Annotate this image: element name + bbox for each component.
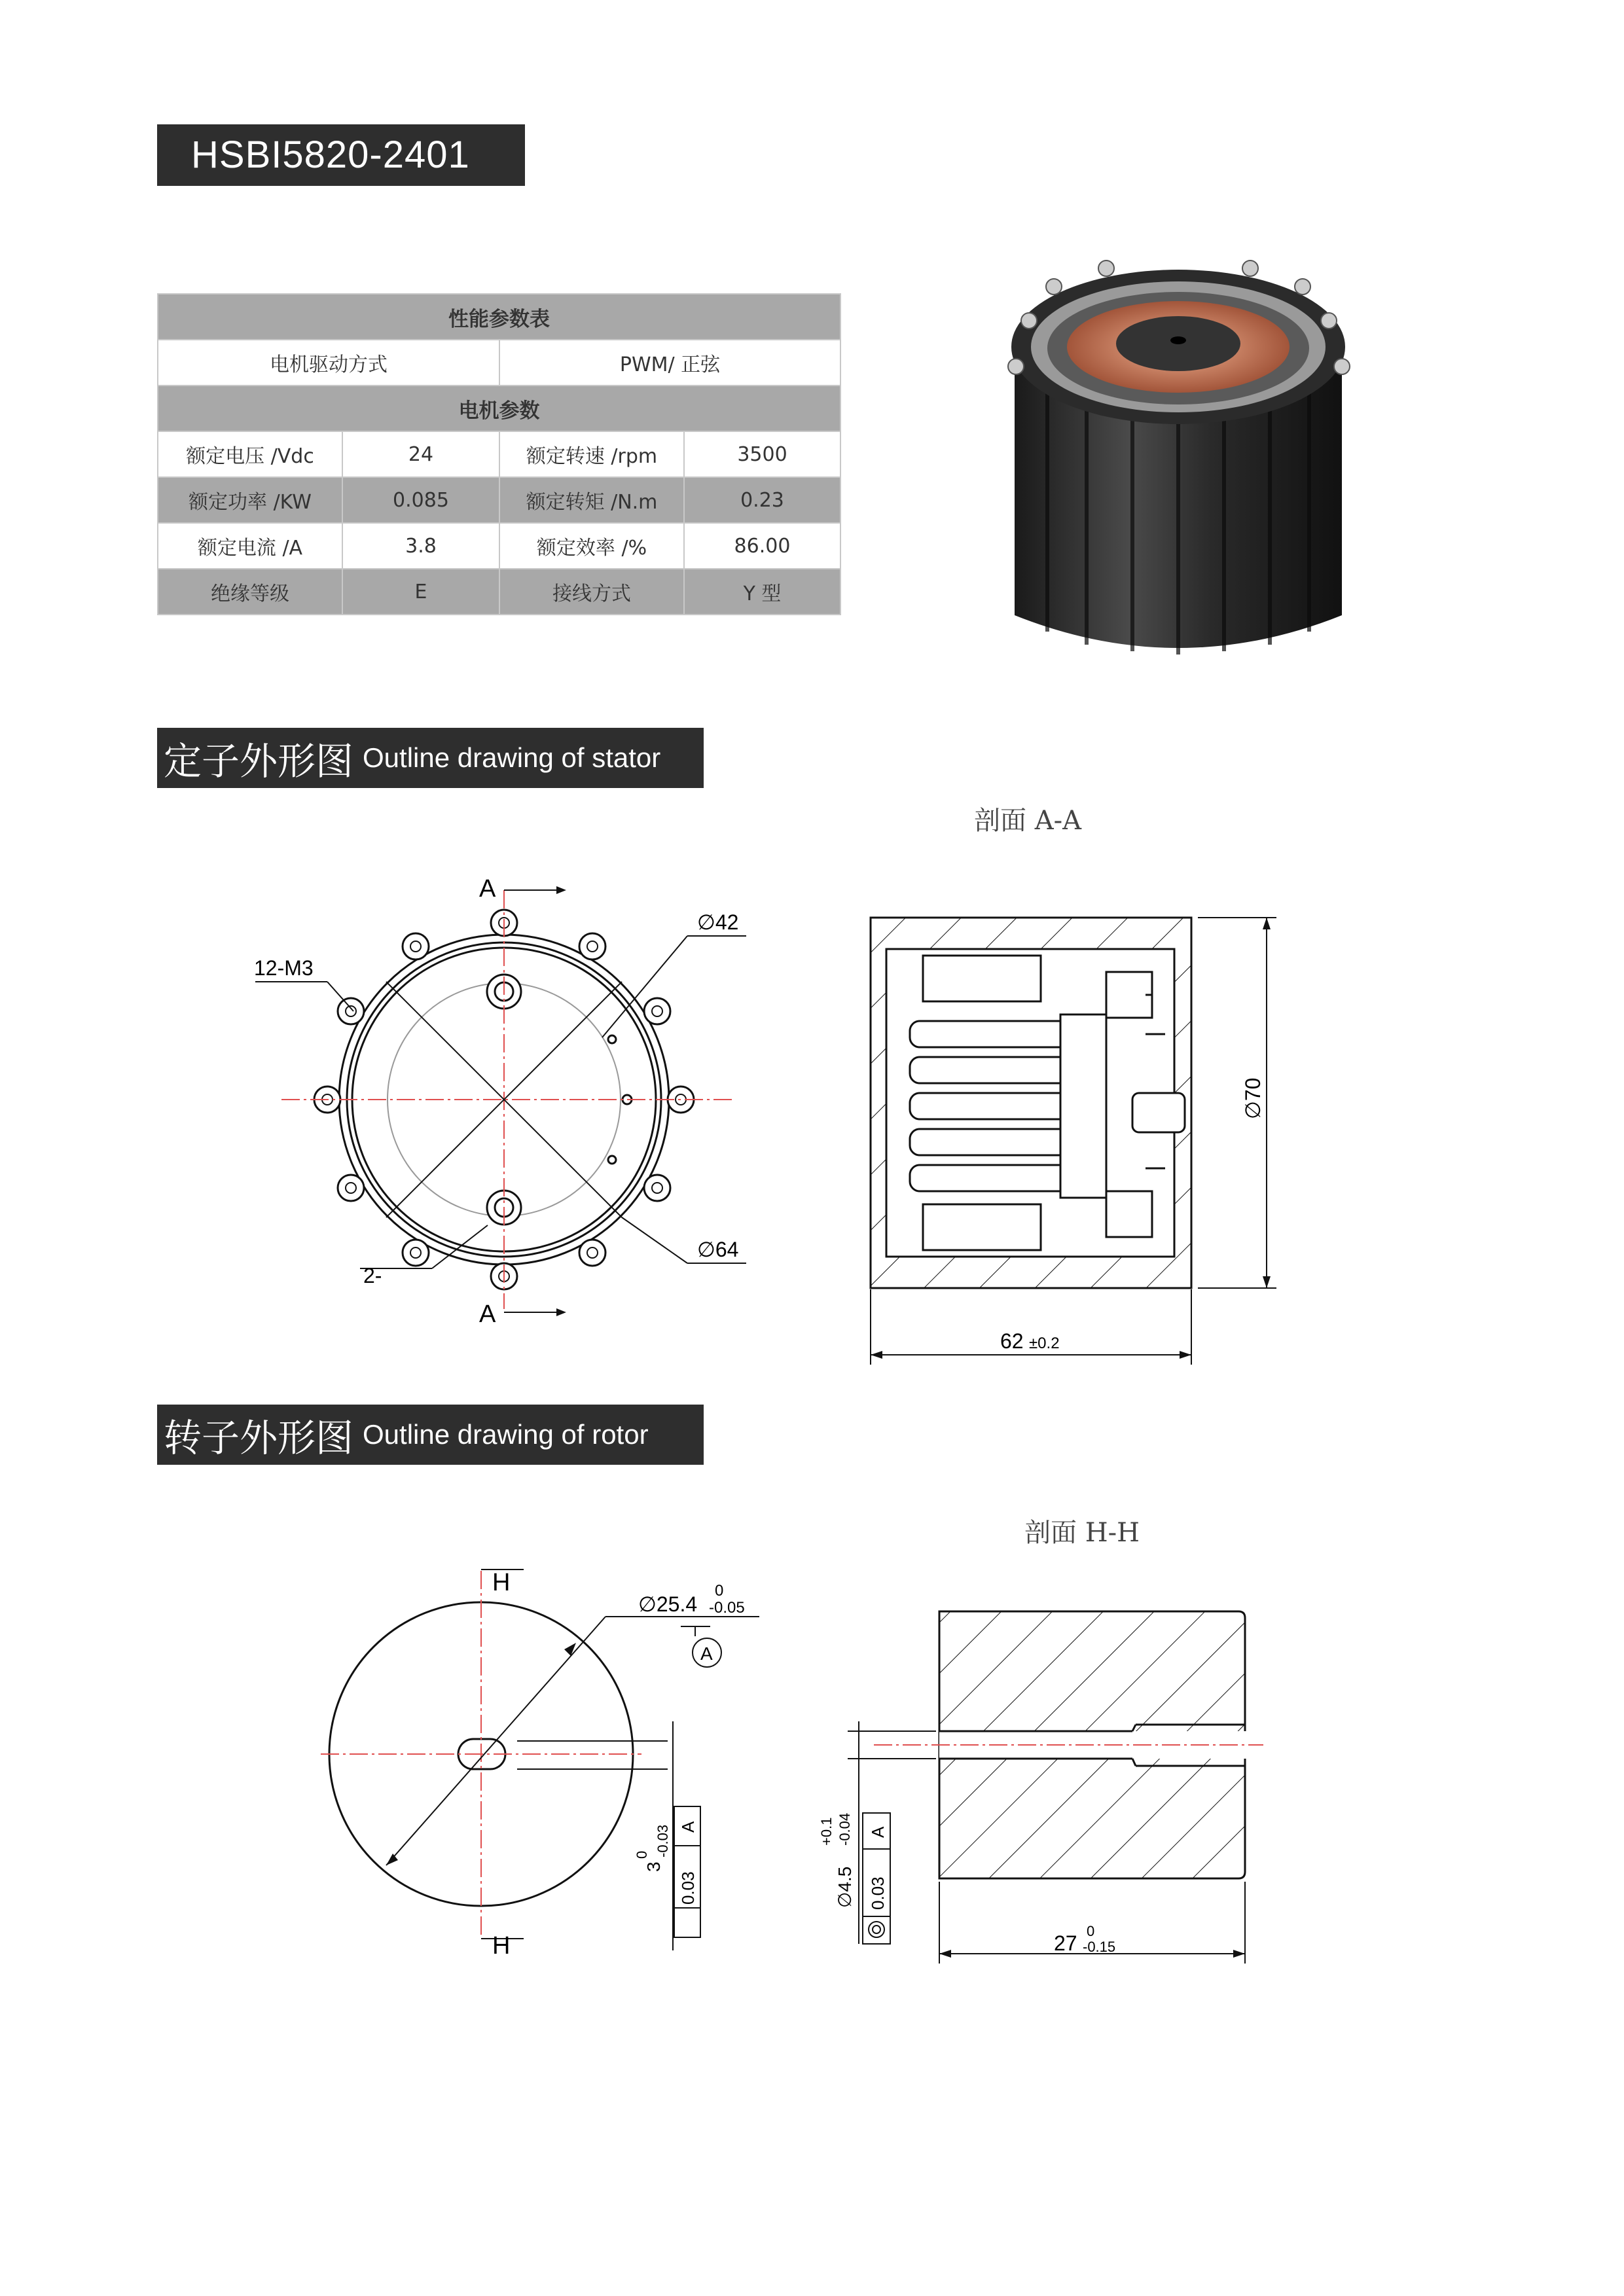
stator-heading-en: Outline drawing of stator xyxy=(363,742,661,773)
spec-table xyxy=(157,293,841,615)
key-width-dim xyxy=(634,1721,700,1950)
dim-d254: ∅25.4 xyxy=(638,1592,698,1616)
stator-marker-top: A xyxy=(479,875,496,903)
rotor-marker-top: H xyxy=(492,1569,511,1596)
dim-d42: ∅42 xyxy=(697,910,739,934)
table-header-performance: 性能参数表 xyxy=(158,294,840,340)
table-cell: 3500 xyxy=(684,431,840,477)
stator-marker-bottom: A xyxy=(479,1300,496,1328)
dim-stator-length-tol: ±0.2 xyxy=(1029,1335,1060,1352)
table-cell: Y 型 xyxy=(684,569,840,615)
dim-holes: 12-M3 xyxy=(254,956,314,980)
key-dim-lower: -0.03 xyxy=(655,1824,671,1857)
bore-dim-lower: -0.04 xyxy=(837,1812,853,1846)
key-tol-datum: A xyxy=(678,1821,698,1833)
motor-product-image xyxy=(975,249,1381,668)
datum-a-label: A xyxy=(700,1643,713,1664)
stator-front-view xyxy=(236,864,759,1335)
rotor-length: 27 xyxy=(1054,1931,1077,1955)
bore-dim-upper: +0.1 xyxy=(818,1817,835,1846)
table-cell: 86.00 xyxy=(684,523,840,569)
dim-d254-lower: -0.05 xyxy=(709,1599,745,1617)
key-tol-value: 0.03 xyxy=(678,1871,698,1905)
table-header-motor: 电机参数 xyxy=(158,386,840,431)
dim-d254-upper: 0 xyxy=(715,1582,724,1600)
table-cell: 3.8 xyxy=(342,523,499,569)
rotor-heading xyxy=(157,1405,704,1465)
stator-section-label: 剖面 A-A xyxy=(974,806,1082,836)
table-cell: 绝缘等级 xyxy=(158,569,342,615)
rotor-length-upper: 0 xyxy=(1087,1923,1095,1939)
table-cell: 额定转矩 /N.m xyxy=(499,477,684,523)
table-cell: E xyxy=(342,569,499,615)
table-cell: 24 xyxy=(342,431,499,477)
table-cell: 额定转速 /rpm xyxy=(499,431,684,477)
rotor-marker-bottom: H xyxy=(492,1932,511,1960)
dim-2: 2- xyxy=(363,1264,382,1287)
key-dim: 3 xyxy=(643,1861,664,1872)
table-cell: 接线方式 xyxy=(499,569,684,615)
dim-d70: ∅70 xyxy=(1241,1077,1265,1119)
stator-section-view xyxy=(857,910,1316,1368)
model-title: HSBI5820-2401 xyxy=(157,124,525,186)
bore-tol-datum: A xyxy=(868,1826,888,1838)
drive-mode-label: 电机驱动方式 xyxy=(158,340,499,386)
stator-heading xyxy=(157,728,704,788)
bore-dim: ∅4.5 xyxy=(835,1866,855,1908)
rotor-section-label: 剖面 H-H xyxy=(1024,1518,1140,1548)
drive-mode-value: PWM/ 正弦 xyxy=(499,340,840,386)
rotor-front-view xyxy=(301,1545,785,1977)
bore-tol-value: 0.03 xyxy=(868,1876,888,1910)
rotor-heading-zh: 转子外形图 xyxy=(164,1416,354,1460)
dim-d64: ∅64 xyxy=(697,1238,739,1261)
rotor-heading-en: Outline drawing of rotor xyxy=(363,1419,649,1450)
table-cell: 额定电流 /A xyxy=(158,523,342,569)
key-dim-upper: 0 xyxy=(634,1850,650,1859)
table-cell: 额定效率 /% xyxy=(499,523,684,569)
table-cell: 0.085 xyxy=(342,477,499,523)
rotor-section-view xyxy=(812,1597,1283,1977)
table-cell: 额定功率 /KW xyxy=(158,477,342,523)
stator-heading-zh: 定子外形图 xyxy=(164,739,354,783)
table-cell: 0.23 xyxy=(684,477,840,523)
rotor-length-lower: -0.15 xyxy=(1083,1939,1116,1955)
dim-stator-length: 62 xyxy=(1000,1329,1024,1353)
table-cell: 额定电压 /Vdc xyxy=(158,431,342,477)
